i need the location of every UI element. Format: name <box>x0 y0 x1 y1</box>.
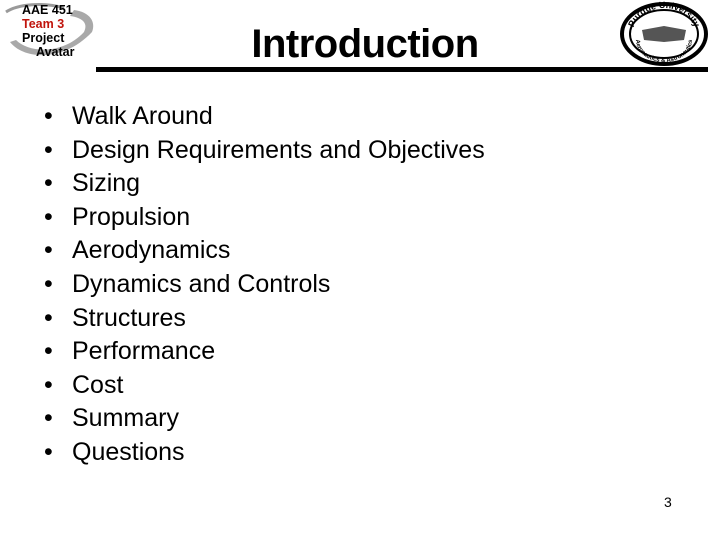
title-underline <box>96 67 708 72</box>
purdue-seal-icon <box>614 0 714 66</box>
list-item: • Cost <box>44 369 485 403</box>
list-item: • Questions <box>44 436 485 470</box>
logo-project: Project <box>22 31 65 45</box>
topic-list <box>44 100 485 470</box>
seal-top-text: Purdue University <box>626 0 702 29</box>
list-item: • Sizing <box>44 167 485 201</box>
university-seal <box>614 0 714 66</box>
list-item: • Walk Around <box>44 100 485 134</box>
seal-bottom-text: Aeronautics & Astronautics <box>633 39 695 65</box>
page-number: 3 <box>664 494 672 510</box>
logo-course: AAE 451 <box>22 3 73 17</box>
logo-team: Team 3 <box>22 17 65 31</box>
list-item: • Dynamics and Controls <box>44 268 485 302</box>
list-item: • Aerodynamics <box>44 234 485 268</box>
list-item: • Structures <box>44 302 485 336</box>
list-item: • Propulsion <box>44 201 485 235</box>
list-item: • Summary <box>44 402 485 436</box>
list-item: • Design Requirements and Objectives <box>44 134 485 168</box>
team-logo <box>4 2 96 66</box>
list-item: • Performance <box>44 335 485 369</box>
logo-avatar: Avatar <box>36 45 75 59</box>
slide-title: Introduction <box>251 22 479 66</box>
